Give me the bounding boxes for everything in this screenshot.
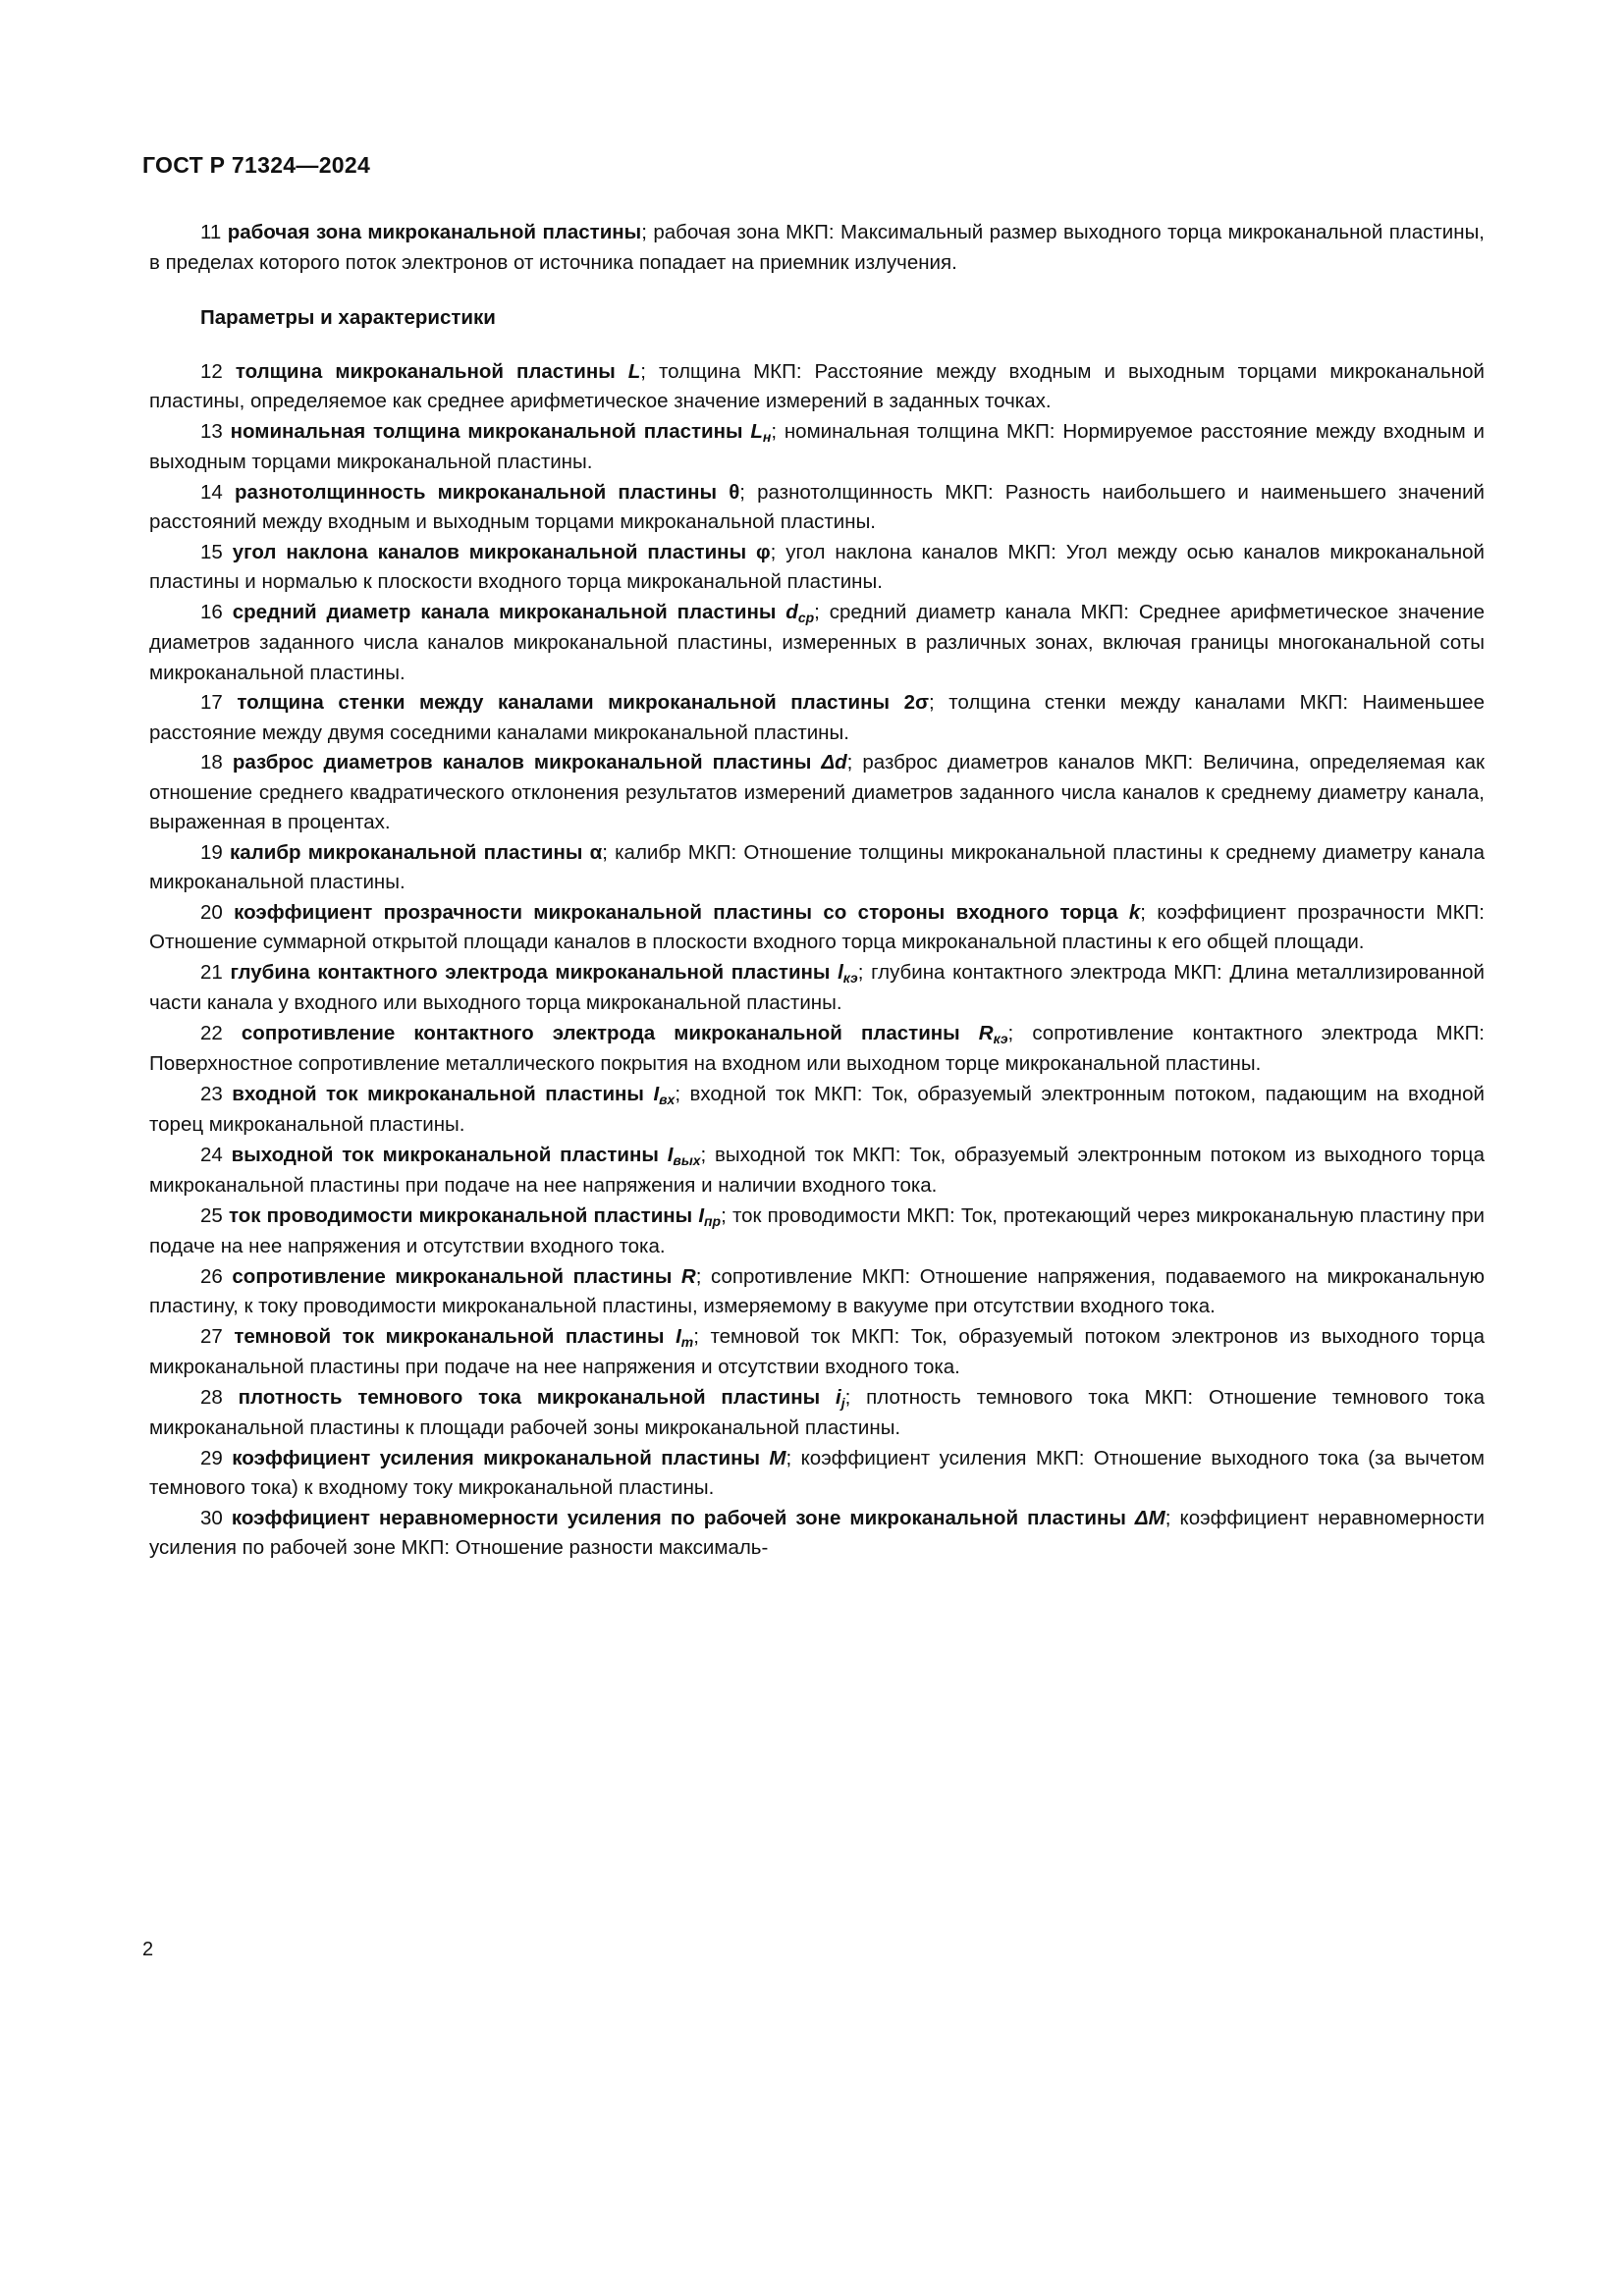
entry-number: 26	[200, 1264, 223, 1288]
definition-entry-13: 13 номинальная толщина микроканальной пластины $L_н$; номинальная толщина МКП: Нормируемое расстояние между входным и выходным торцами микроканальной пластины.	[149, 419, 1485, 473]
entry-definition: толщина стенки между каналами МКП: Наименьшее расстояние между двумя соседними каналами микроканальной пластины.	[149, 691, 1485, 744]
entry-term: глубина контактного электрода микроканальной пластины	[230, 960, 831, 984]
entry-number: 16	[200, 600, 223, 623]
definition-entry-12: 12 толщина микроканальной пластины L; толщина МКП: Расстояние между входным и выходным торцами микроканальной пластины, определяемое как среднее арифметическое значение измерений в заданных точках.	[149, 359, 1485, 412]
definition-entry-17: 17 толщина стенки между каналами микроканальной пластины 2σ; толщина стенки между каналами МКП: Наименьшее расстояние между двумя соседними каналами микроканальной пластины.	[149, 691, 1485, 744]
entry-term: рабочая зона микроканальной пластины	[227, 221, 642, 243]
definition-entry-22: 22 сопротивление контактного электрода микроканальной пластины $R_{кэ}$; сопротивление контактного электрода МКП: Поверхностное сопротивление металлического покрытия на входном или выходном торце микроканальной пластины.	[149, 1021, 1485, 1075]
definition-entry-19: 19 калибр микроканальной пластины α; калибр МКП: Отношение толщины микроканальной пластины к среднему диаметру канала микроканальной пластины.	[149, 840, 1485, 893]
definition-entry-23: 23 входной ток микроканальной пластины $I_{вх}$; входной ток МКП: Ток, образуемый электронным потоком, падающим на входной торец микроканальной пластины.	[149, 1082, 1485, 1136]
definition-entry-24: 24 выходной ток микроканальной пластины $I_{вых}$; выходной ток МКП: Ток, образуемый электронным потоком из выходного торца микроканальной пластины при подаче на нее напряжения и наличии входного тока.	[149, 1143, 1485, 1197]
entry-number: 23	[200, 1082, 223, 1105]
document-body	[149, 218, 1485, 1564]
entry-term: ток проводимости микроканальной пластины	[228, 1203, 693, 1227]
page-number: 2	[142, 1939, 154, 1960]
entry-number: 13	[200, 419, 223, 443]
entry-definition: выходной ток МКП: Ток, образуемый электронным потоком из выходного торца микроканальной пластины при подаче на нее напряжения и наличии входного тока.	[149, 1143, 1485, 1197]
definition-entry-16: 16 средний диаметр канала микроканальной пластины $d_{ср}$; средний диаметр канала МКП: Среднее арифметическое значение диаметров заданного числа каналов микроканальной пластины, измеренных в различных зонах, включая границы многоканальной соты микроканальной пластины.	[149, 600, 1485, 684]
entry-term: номинальная толщина микроканальной пластины	[230, 419, 743, 443]
entry-number: 19	[200, 840, 223, 864]
entry-definition: сопротивление МКП: Отношение напряжения, подаваемого на микроканальную пластину, к току проводимости микроканальной пластины, измеряемому в вакууме при отсутствии входного тока.	[149, 1264, 1485, 1317]
entry-term: коэффициент прозрачности микроканальной пластины со стороны входного торца	[234, 900, 1118, 924]
entry-term: выходной ток микроканальной пластины	[231, 1143, 659, 1166]
entry-term: разброс диаметров каналов микроканальной пластины	[232, 751, 812, 774]
definition-entry-28: 28 плотность темнового тока микроканальной пластины $i_j$; плотность темнового тока МКП: Отношение темнового тока микроканальной пластины к площади рабочей зоны микроканальной пластины.	[149, 1385, 1485, 1439]
entry-symbol: $I_{пр}$	[698, 1203, 722, 1229]
entry-symbol: $I_{вых}$	[667, 1143, 701, 1168]
entry-symbol: $i_j$	[836, 1385, 845, 1411]
definition-entry-21: 21 глубина контактного электрода микроканальной пластины $l_{кэ}$; глубина контактного электрода МКП: Длина металлизированной части канала у входного или выходного торца микроканальной пластины.	[149, 960, 1485, 1014]
entry-definition: средний диаметр канала МКП: Среднее арифметическое значение диаметров заданного числа каналов микроканальной пластины, измеренных в различных зонах, включая границы многоканальной соты микроканальной пластины.	[149, 600, 1485, 684]
entry-definition: номинальная толщина МКП: Нормируемое расстояние между входным и выходным торцами микроканальной пластины.	[149, 419, 1485, 473]
entry-symbol: 2σ	[903, 691, 930, 714]
entry-number: 12	[200, 359, 223, 383]
entry-number: 27	[200, 1324, 223, 1348]
entry-number: 30	[200, 1506, 223, 1529]
entry-definition: коэффициент усиления МКП: Отношение выходного тока (за вычетом темнового тока) к входному току микроканальной пластины.	[149, 1446, 1485, 1499]
entry-number: 14	[200, 480, 223, 504]
definition-entry-14: 14 разнотолщинность микроканальной пластины θ; разнотолщинность МКП: Разность наибольшего и наименьшего значений расстояний между входным и выходным торцами микроканальной пластины.	[149, 480, 1485, 533]
entry-symbol: θ	[729, 480, 740, 504]
entry-term: угол наклона каналов микроканальной пластины	[232, 540, 747, 563]
entry-term: коэффициент усиления микроканальной пластины	[232, 1446, 760, 1469]
entry-symbol: ΔM	[1134, 1506, 1165, 1529]
entry-term: входной ток микроканальной пластины	[232, 1082, 644, 1105]
entry-term: разнотолщинность микроканальной пластины	[234, 480, 718, 504]
entry-number: 25	[200, 1203, 223, 1227]
entry-number: 20	[200, 900, 223, 924]
definition-entry-11: 11 рабочая зона микроканальной пластины; рабочая зона МКП: Максимальный размер выходного торца микроканальной пластины, в пределах которого поток электронов от источника попадает на приемник излучения.	[149, 221, 1485, 274]
entry-number: 24	[200, 1143, 223, 1166]
entry-number: 15	[200, 540, 223, 563]
definition-entry-26: 26 сопротивление микроканальной пластины R; сопротивление МКП: Отношение напряжения, подаваемого на микроканальную пластину, к току проводимости микроканальной пластины, измеряемому в вакууме при отсутствии входного тока.	[149, 1264, 1485, 1317]
entry-definition: входной ток МКП: Ток, образуемый электронным потоком, падающим на входной торец микроканальной пластины.	[149, 1082, 1485, 1136]
definition-entry-30: 30 коэффициент неравномерности усиления по рабочей зоне микроканальной пластины ΔM; коэффициент неравномерности усиления по рабочей зоне МКП: Отношение разности максималь-	[149, 1506, 1485, 1559]
entry-number: 11	[200, 221, 222, 243]
entry-symbol: R	[680, 1264, 696, 1288]
entry-definition: разброс диаметров каналов МКП: Величина, определяемая как отношение среднего квадратического отклонения результатов измерений диаметров заданного числа каналов к среднему диаметру канала, выраженная в процентах.	[149, 751, 1485, 833]
entry-definition: угол наклона каналов МКП: Угол между осью каналов микроканальной пластины и нормалью к плоскости входного торца микроканальной пластины.	[149, 540, 1485, 593]
entry-definition: ток проводимости МКП: Ток, протекающий через микроканальную пластину при подаче на нее напряжения и отсутствии входного тока.	[149, 1203, 1485, 1257]
entry-term: коэффициент неравномерности усиления по рабочей зоне микроканальной пластины	[231, 1506, 1126, 1529]
entry-term: калибр микроканальной пластины	[230, 840, 583, 864]
entry-symbol: M	[769, 1446, 786, 1469]
definition-entry-18: 18 разброс диаметров каналов микроканальной пластины Δd; разброс диаметров каналов МКП: Величина, определяемая как отношение среднего квадратического отклонения результатов измерений диаметров заданного числа каналов к среднему диаметру канала, выраженная в процентах.	[149, 751, 1485, 833]
entry-term: сопротивление микроканальной пластины	[232, 1264, 673, 1288]
definition-entry-27: 27 темновой ток микроканальной пластины $I_т$; темновой ток МКП: Ток, образуемый потоком электронов из выходного торца микроканальной пластины при подаче на нее напряжения и отсутствии входного тока.	[149, 1324, 1485, 1378]
entry-symbol: $d_{ср}$	[785, 600, 815, 625]
entry-symbol: L	[627, 359, 641, 383]
entry-definition: темновой ток МКП: Ток, образуемый потоком электронов из выходного торца микроканальной пластины при подаче на нее напряжения и отсутствии входного тока.	[149, 1324, 1485, 1378]
entry-definition: глубина контактного электрода МКП: Длина металлизированной части канала у входного или выходного торца микроканальной пластины.	[149, 960, 1485, 1014]
entry-number: 28	[200, 1385, 223, 1409]
entry-term: толщина микроканальной пластины	[235, 359, 616, 383]
entry-definition: коэффициент прозрачности МКП: Отношение суммарной открытой площади каналов в плоскости входного торца микроканальной пластины к его общей площади.	[149, 900, 1485, 953]
entry-symbol: Δd	[821, 751, 847, 774]
page-header: ГОСТ Р 71324—2024	[142, 152, 371, 178]
entry-definition: толщина МКП: Расстояние между входным и выходным торцами микроканальной пластины, определяемое как среднее арифметическое значение измерений в заданных точках.	[149, 359, 1485, 412]
entry-symbol: $I_т$	[676, 1324, 694, 1350]
definition-entry-15: 15 угол наклона каналов микроканальной пластины φ; угол наклона каналов МКП: Угол между осью каналов микроканальной пластины и нормалью к плоскости входного торца микроканальной пластины.	[149, 540, 1485, 593]
entry-definition: коэффициент неравномерности усиления по рабочей зоне МКП: Отношение разности максималь-	[149, 1506, 1485, 1559]
entry-number: 18	[200, 751, 223, 774]
entry-symbol: α	[589, 840, 603, 864]
entry-term: сопротивление контактного электрода микроканальной пластины	[241, 1021, 960, 1044]
entry-symbol: $L_н$	[750, 419, 772, 445]
entry-definition: сопротивление контактного электрода МКП: Поверхностное сопротивление металлического покрытия на входном или выходном торце микроканальной пластины.	[149, 1021, 1485, 1075]
entry-term: средний диаметр канала микроканальной пластины	[232, 600, 777, 623]
entry-term: толщина стенки между каналами микроканальной пластины	[237, 691, 891, 714]
entry-number: 29	[200, 1446, 223, 1469]
definition-entry-25: 25 ток проводимости микроканальной пластины $I_{пр}$; ток проводимости МКП: Ток, протекающий через микроканальную пластину при подаче на нее напряжения и отсутствии входного тока.	[149, 1203, 1485, 1257]
entry-symbol: $R_{кэ}$	[978, 1021, 1008, 1046]
entry-symbol: $I_{вх}$	[653, 1082, 676, 1107]
entry-term: темновой ток микроканальной пластины	[234, 1324, 665, 1348]
definition-entry-20: 20 коэффициент прозрачности микроканальной пластины со стороны входного торца k; коэффициент прозрачности МКП: Отношение суммарной открытой площади каналов в плоскости входного торца микроканальной пластины к его общей площади.	[149, 900, 1485, 953]
definition-entry-29: 29 коэффициент усиления микроканальной пластины M; коэффициент усиления МКП: Отношение выходного тока (за вычетом темнового тока) к входному току микроканальной пластины.	[149, 1446, 1485, 1499]
entry-symbol: k	[1128, 900, 1141, 924]
entry-definition: разнотолщинность МКП: Разность наибольшего и наименьшего значений расстояний между входным и выходным торцами микроканальной пластины.	[149, 480, 1485, 533]
entry-definition: калибр МКП: Отношение толщины микроканальной пластины к среднему диаметру канала микроканальной пластины.	[149, 840, 1485, 893]
section-heading: Параметры и характеристики	[200, 306, 496, 329]
entry-definition: плотность темнового тока МКП: Отношение темнового тока микроканальной пластины к площади рабочей зоны микроканальной пластины.	[149, 1385, 1485, 1439]
entry-definition: рабочая зона МКП: Максимальный размер выходного торца микроканальной пластины, в пределах которого поток электронов от источника попадает на приемник излучения.	[149, 221, 1485, 274]
entry-symbol: φ	[755, 540, 771, 563]
entry-term: плотность темнового тока микроканальной пластины	[238, 1385, 821, 1409]
entry-symbol: $l_{кэ}$	[838, 960, 858, 986]
entry-number: 21	[200, 960, 223, 984]
entry-number: 17	[200, 691, 223, 714]
entry-number: 22	[200, 1021, 223, 1044]
